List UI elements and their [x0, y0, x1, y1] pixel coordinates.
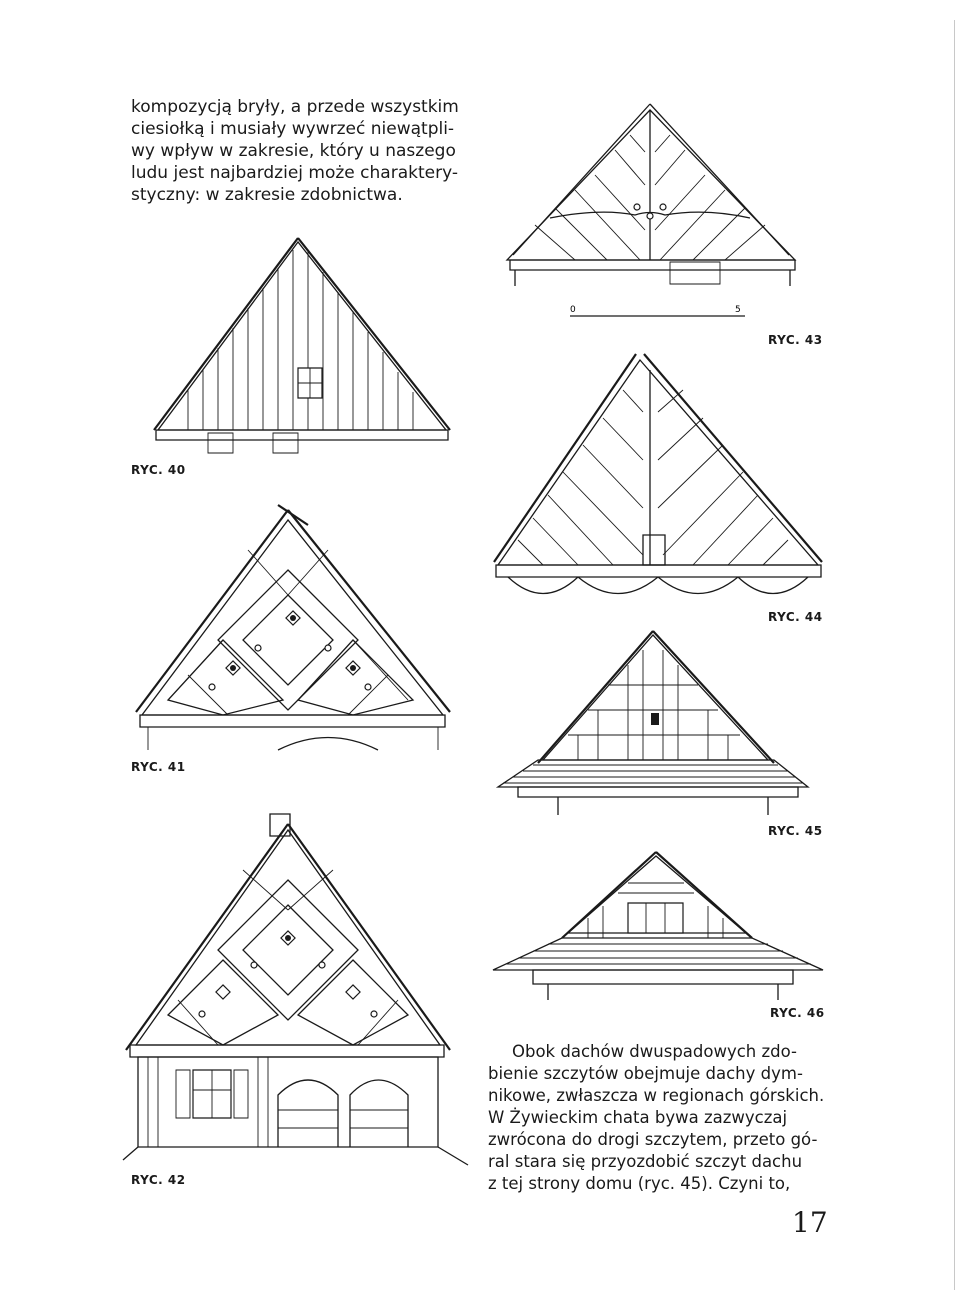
figure-ryc-46 — [478, 848, 828, 1008]
figure-ryc-43 — [495, 90, 815, 320]
text-line: bienie szczytów obejmuje dachy dym- — [488, 1064, 803, 1083]
text-line: ral stara się przyozdobić szczyt dachu — [488, 1152, 803, 1171]
caption-ryc-43: RYC. 43 — [768, 333, 823, 347]
figure-ryc-40 — [148, 230, 458, 455]
caption-ryc-40: RYC. 40 — [131, 463, 186, 477]
text-line: nikowe, zwłaszcza w regionach górskich. — [488, 1086, 825, 1105]
text-line: wy wpływ w zakresie, który u naszego — [131, 141, 456, 161]
text-line: z tej strony domu (ryc. 45). Czyni to, — [488, 1174, 791, 1193]
text-line: ludu jest najbardziej może charaktery- — [131, 163, 458, 183]
caption-ryc-41: RYC. 41 — [131, 760, 186, 774]
text-line: zwrócona do drogi szczytem, przeto gó- — [488, 1130, 818, 1149]
text-line: kompozycją bryły, a przede wszystkim — [131, 97, 459, 117]
figure-ryc-44 — [488, 350, 833, 615]
caption-ryc-42: RYC. 42 — [131, 1173, 186, 1187]
figure-ryc-45 — [478, 625, 818, 820]
text-line: styczny: w zakresie zdobnictwa. — [131, 185, 403, 205]
scale-label-end: 5 — [735, 305, 741, 315]
caption-ryc-44: RYC. 44 — [768, 610, 823, 624]
caption-ryc-45: RYC. 45 — [768, 824, 823, 838]
bottom-paragraph — [488, 1041, 825, 1195]
top-paragraph — [131, 96, 476, 206]
page-number: 17 — [792, 1206, 828, 1239]
text-line: W Żywieckim chata bywa zazwyczaj — [488, 1108, 788, 1127]
figure-ryc-42 — [118, 810, 478, 1175]
text-line: Obok dachów dwuspadowych zdo- — [512, 1042, 798, 1061]
page-edge-line — [954, 20, 955, 1290]
text-line: ciesiołką i musiały wywrzeć niewątpli- — [131, 119, 455, 139]
caption-ryc-46: RYC. 46 — [770, 1006, 825, 1020]
scale-label-start: 0 — [570, 305, 576, 315]
figure-ryc-41 — [128, 500, 468, 755]
